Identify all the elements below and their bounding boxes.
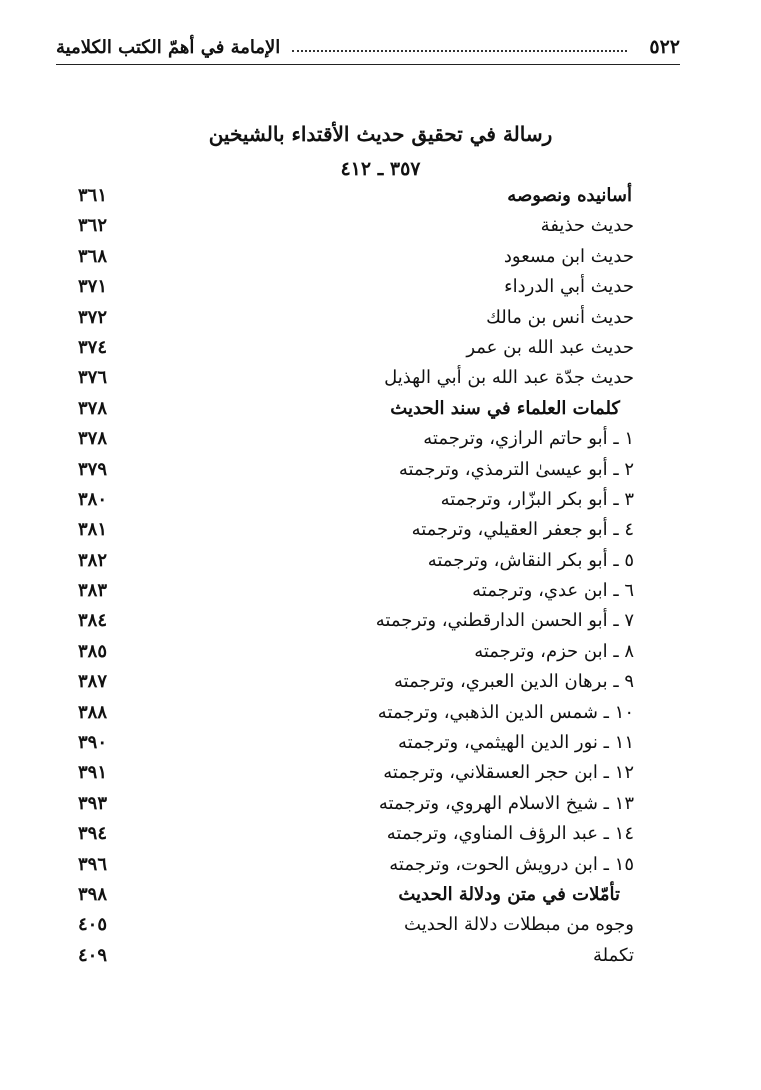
toc-entry[interactable] <box>78 943 634 973</box>
page-number: ٥٢٢ <box>649 36 680 58</box>
toc-entry-title: ١٢ ـ ابن حجر العسقلاني، وترجمته <box>383 762 634 784</box>
toc-entry-page: ٣٨٧ <box>78 671 108 693</box>
toc-entry-page: ٣٩١ <box>78 762 108 784</box>
header-dot-leader <box>292 50 627 52</box>
toc-entry-page: ٣٦١ <box>78 185 108 206</box>
toc-entry[interactable] <box>78 457 634 487</box>
toc-entry[interactable] <box>78 821 634 851</box>
section-title: رسالة في تحقيق حديث الأقتداء بالشيخين <box>208 122 553 146</box>
toc-entry-title: تكملة <box>593 944 634 966</box>
toc-entry-page: ٣٨٢ <box>78 549 108 571</box>
toc-entry-title: ٤ ـ أبو جعفر العقيلي، وترجمته <box>411 519 634 541</box>
toc-entry-page: ٣٦٨ <box>78 245 108 267</box>
toc-entry-page: ٣٧٨ <box>78 397 108 419</box>
toc-entry-title: ٦ ـ ابن عدي، وترجمته <box>472 580 634 602</box>
toc-entry[interactable] <box>78 305 634 335</box>
toc-entry-page: ٣٦٢ <box>78 215 108 237</box>
toc-entry[interactable] <box>78 912 634 942</box>
toc-entry[interactable] <box>78 852 634 882</box>
toc-entry-page: ٣٩٦ <box>78 853 108 875</box>
toc-entry-title: ١ ـ أبو حاتم الرازي، وترجمته <box>423 428 634 450</box>
table-of-contents <box>78 183 634 973</box>
toc-entry[interactable] <box>78 578 634 608</box>
toc-entry-page: ٣٩٤ <box>78 823 108 845</box>
toc-entry-title: ١٠ ـ شمس الدين الذهبي، وترجمته <box>377 701 634 723</box>
toc-entry[interactable] <box>78 183 634 213</box>
toc-entry-title: حديث أبي الدرداء <box>504 276 634 298</box>
toc-entry-title: ٨ ـ ابن حزم، وترجمته <box>474 640 634 662</box>
toc-entry[interactable] <box>78 365 634 395</box>
toc-entry-title: ١٤ ـ عبد الرؤف المناوي، وترجمته <box>386 823 634 845</box>
toc-entry-page: ٣٧٦ <box>78 367 108 389</box>
toc-entry-page: ٣٨١ <box>78 519 108 541</box>
toc-entry-title: تأمّلات في متن ودلالة الحديث <box>398 883 620 905</box>
toc-entry-title: حديث جدّة عبد الله بن أبي الهذيل <box>384 367 634 389</box>
toc-entry-page: ٣٩٣ <box>78 792 108 814</box>
toc-entry[interactable] <box>78 213 634 243</box>
toc-entry-page: ٣٧٤ <box>78 336 108 358</box>
toc-entry-title: حديث أنس بن مالك <box>486 306 634 328</box>
toc-entry-title: ٣ ـ أبو بكر البزّار، وترجمته <box>440 488 634 510</box>
toc-entry[interactable] <box>78 396 634 426</box>
toc-entry[interactable] <box>78 244 634 274</box>
toc-entry[interactable] <box>78 730 634 760</box>
toc-entry[interactable] <box>78 760 634 790</box>
toc-entry[interactable] <box>78 274 634 304</box>
toc-entry-title: حديث حذيفة <box>540 215 634 237</box>
toc-entry[interactable] <box>78 791 634 821</box>
toc-entry-title: ٩ ـ برهان الدين العبري، وترجمته <box>393 671 634 693</box>
toc-entry[interactable] <box>78 426 634 456</box>
toc-entry-page: ٣٧٩ <box>78 458 108 480</box>
toc-entry-title: ٢ ـ أبو عيسىٰ الترمذي، وترجمته <box>398 458 634 480</box>
toc-entry-title: ٧ ـ أبو الحسن الدارقطني، وترجمته <box>375 610 634 632</box>
toc-entry[interactable] <box>78 335 634 365</box>
toc-entry-page: ٣٨٤ <box>78 610 108 632</box>
toc-entry[interactable] <box>78 487 634 517</box>
toc-entry-title: ١١ ـ نور الدين الهيثمي، وترجمته <box>398 732 634 754</box>
toc-entry-page: ٣٩٨ <box>78 883 108 905</box>
toc-entry-page: ٣٧٢ <box>78 306 108 328</box>
toc-entry-title: أسانيده ونصوصه <box>507 185 632 206</box>
toc-entry-title: حديث ابن مسعود <box>503 245 634 267</box>
toc-entry-page: ٣٨٠ <box>78 488 108 510</box>
toc-entry[interactable] <box>78 517 634 547</box>
toc-entry-page: ٣٩٠ <box>78 732 108 754</box>
toc-entry-page: ٣٨٨ <box>78 701 108 723</box>
running-title: الإمامة في أهمّ الكتب الكلامية <box>56 36 281 58</box>
toc-entry-page: ٣٨٥ <box>78 640 108 662</box>
toc-entry-title: كلمات العلماء في سند الحديث <box>390 397 620 419</box>
toc-entry-page: ٤٠٥ <box>78 914 108 936</box>
toc-entry-title: ١٣ ـ شيخ الاسلام الهروي، وترجمته <box>378 792 634 814</box>
toc-entry-page: ٣٧٨ <box>78 428 108 450</box>
toc-entry-title: ٥ ـ أبو بكر النقاش، وترجمته <box>427 549 634 571</box>
toc-entry[interactable] <box>78 639 634 669</box>
toc-entry-title: حديث عبد الله بن عمر <box>466 336 634 358</box>
section-page-range: ٣٥٧ ـ ٤١٢ <box>340 158 421 180</box>
running-header <box>56 30 680 65</box>
toc-entry[interactable] <box>78 882 634 912</box>
toc-entry-page: ٤٠٩ <box>78 944 108 966</box>
toc-entry[interactable] <box>78 608 634 638</box>
toc-entry-page: ٣٧١ <box>78 276 108 298</box>
toc-entry-page: ٣٨٣ <box>78 580 108 602</box>
toc-entry-title: ١٥ ـ ابن درويش الحوت، وترجمته <box>389 853 634 875</box>
toc-entry[interactable] <box>78 548 634 578</box>
toc-entry[interactable] <box>78 669 634 699</box>
toc-entry-title: وجوه من مبطلات دلالة الحديث <box>404 914 634 936</box>
toc-entry[interactable] <box>78 700 634 730</box>
